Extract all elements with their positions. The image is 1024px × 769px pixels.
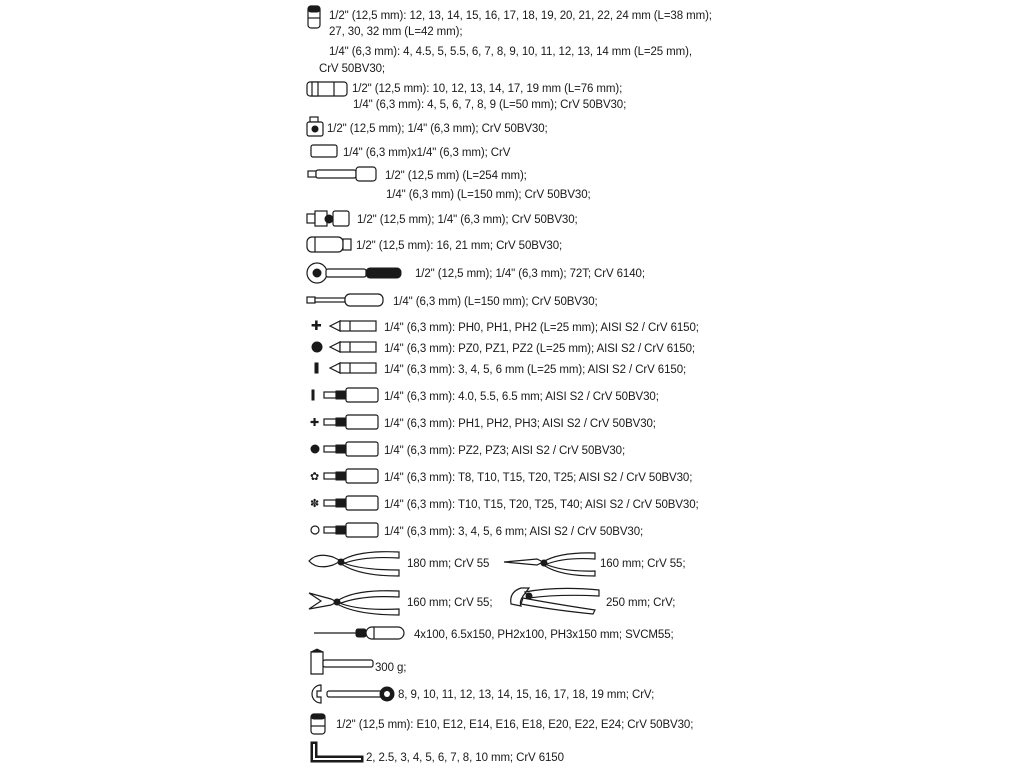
- spec-text: 180 mm; CrV 55: [407, 558, 490, 570]
- spec-text: 1/4" (6,3 mm): 3, 4, 5, 6 mm (L=25 mm); AISI S2 / CrV 6150;: [384, 364, 687, 376]
- spec-text: 160 mm; CrV 55;: [407, 597, 493, 609]
- flat-bit-socket-icon: [310, 386, 382, 409]
- hex-key-icon: [307, 740, 367, 769]
- spec-text: 1/4" (6,3 mm): PZ0, PZ1, PZ2 (L=25 mm); AISI S2 / CrV 6150;: [384, 343, 696, 355]
- spec-text: CrV 50BV30;: [319, 63, 386, 75]
- spec-text: 1/4" (6,3 mm): PH1, PH2, PH3; AISI S2 / CrV 50BV30;: [384, 418, 656, 430]
- svg-text:✿: ✿: [310, 470, 320, 483]
- spec-text: 1/2" (12,5 mm): E10, E12, E14, E16, E18, E20, E22, E24; CrV 50BV30;: [336, 719, 694, 731]
- spec-text: 27, 30, 32 mm (L=42 mm);: [329, 26, 463, 38]
- torx-tamper-bit-socket-icon: [310, 494, 382, 517]
- water-pump-pliers-icon: [507, 584, 603, 619]
- spec-text: 1/4" (6,3 mm)x1/4" (6,3 mm); CrV: [343, 147, 511, 159]
- long-socket-icon: [305, 5, 325, 36]
- pozidriv-bit-socket-icon: [310, 440, 382, 463]
- phillips-bit-icon: [310, 318, 382, 339]
- hex-bit-icon: [310, 360, 382, 381]
- svg-text:✽: ✽: [310, 497, 320, 510]
- pozidriv-bit-icon: [310, 339, 382, 360]
- spec-text: 1/4" (6,3 mm): PZ2, PZ3; AISI S2 / CrV 50BV30;: [384, 445, 626, 457]
- spec-text: 1/2" (12,5 mm); 1/4" (6,3 mm); 72T; CrV 6140;: [415, 268, 645, 280]
- spec-text: 1/4" (6,3 mm): 4.0, 5.5, 6.5 mm; AISI S2 / CrV 50BV30;: [384, 391, 659, 403]
- universal-joint-icon: [306, 209, 354, 234]
- spec-text: 4x100, 6.5x150, PH2x100, PH3x150 mm; SVCM55;: [414, 629, 674, 641]
- spec-text: 1/2" (12,5 mm): 10, 12, 13, 14, 17, 19 mm (L=76 mm);: [352, 83, 623, 95]
- combination-wrench-icon: [309, 683, 397, 710]
- spec-text: 1/2" (12,5 mm) (L=254 mm);: [385, 170, 527, 182]
- spec-text: 1/4" (6,3 mm): 4, 5, 6, 7, 8, 9 (L=50 mm); CrV 50BV30;: [353, 99, 627, 111]
- deep-socket-icon: [306, 80, 354, 105]
- e-torx-socket-icon: [309, 712, 331, 741]
- spec-text: 250 mm; CrV;: [606, 597, 676, 609]
- spec-text: 1/4" (6,3 mm): 4, 4.5, 5, 5.5, 6, 7, 8, 9, 10, 11, 12, 13, 14 mm (L=25 mm),: [329, 46, 692, 58]
- bit-holder-icon: [310, 143, 340, 164]
- long-nose-pliers-icon: [503, 550, 599, 581]
- spec-text: 2, 2.5, 3, 4, 5, 6, 7, 8, 10 mm; CrV 6150: [366, 752, 564, 764]
- hex-bit-socket-icon: [310, 521, 382, 544]
- spec-text: 160 mm; CrV 55;: [600, 558, 686, 570]
- spec-text: 1/2" (12,5 mm); 1/4" (6,3 mm); CrV 50BV30;: [327, 123, 548, 135]
- combination-pliers-icon: [307, 548, 403, 583]
- extension-bar-icon: [307, 165, 379, 188]
- diagonal-cutter-icon: [307, 587, 403, 622]
- ratchet-icon: [305, 262, 405, 289]
- spec-text: 300 g;: [375, 662, 407, 674]
- adapter-icon: [306, 116, 328, 143]
- spec-text: 1/2" (12,5 mm): 12, 13, 14, 15, 16, 17, 18, 19, 20, 21, 22, 24 mm (L=38 mm);: [329, 10, 712, 22]
- phillips-bit-socket-icon: [310, 413, 382, 436]
- hammer-icon: [308, 648, 376, 683]
- spec-text: 1/2" (12,5 mm); 1/4" (6,3 mm); CrV 50BV30;: [357, 214, 578, 226]
- spec-text: 1/4" (6,3 mm): PH0, PH1, PH2 (L=25 mm); AISI S2 / CrV 6150;: [384, 322, 699, 334]
- svg-text:✚: ✚: [311, 319, 322, 334]
- spec-text: 1/4" (6,3 mm): 3, 4, 5, 6 mm; AISI S2 / CrV 50BV30;: [384, 526, 644, 538]
- spark-plug-socket-icon: [306, 235, 354, 260]
- spec-text: 8, 9, 10, 11, 12, 13, 14, 15, 16, 17, 18, 19 mm; CrV;: [398, 689, 655, 701]
- svg-text:✚: ✚: [310, 416, 320, 429]
- spec-text: 1/4" (6,3 mm) (L=150 mm); CrV 50BV30;: [386, 189, 591, 201]
- torx-bit-socket-icon: [310, 467, 382, 490]
- spinner-handle-icon: [306, 292, 386, 313]
- spec-text: 1/4" (6,3 mm): T10, T15, T20, T25, T40; AISI S2 / CrV 50BV30;: [384, 499, 699, 511]
- screwdriver-icon: [312, 624, 408, 647]
- spec-text: 1/4" (6,3 mm) (L=150 mm); CrV 50BV30;: [393, 296, 598, 308]
- spec-text: 1/4" (6,3 mm): T8, T10, T15, T20, T25; AISI S2 / CrV 50BV30;: [384, 472, 693, 484]
- spec-text: 1/2" (12,5 mm): 16, 21 mm; CrV 50BV30;: [356, 240, 563, 252]
